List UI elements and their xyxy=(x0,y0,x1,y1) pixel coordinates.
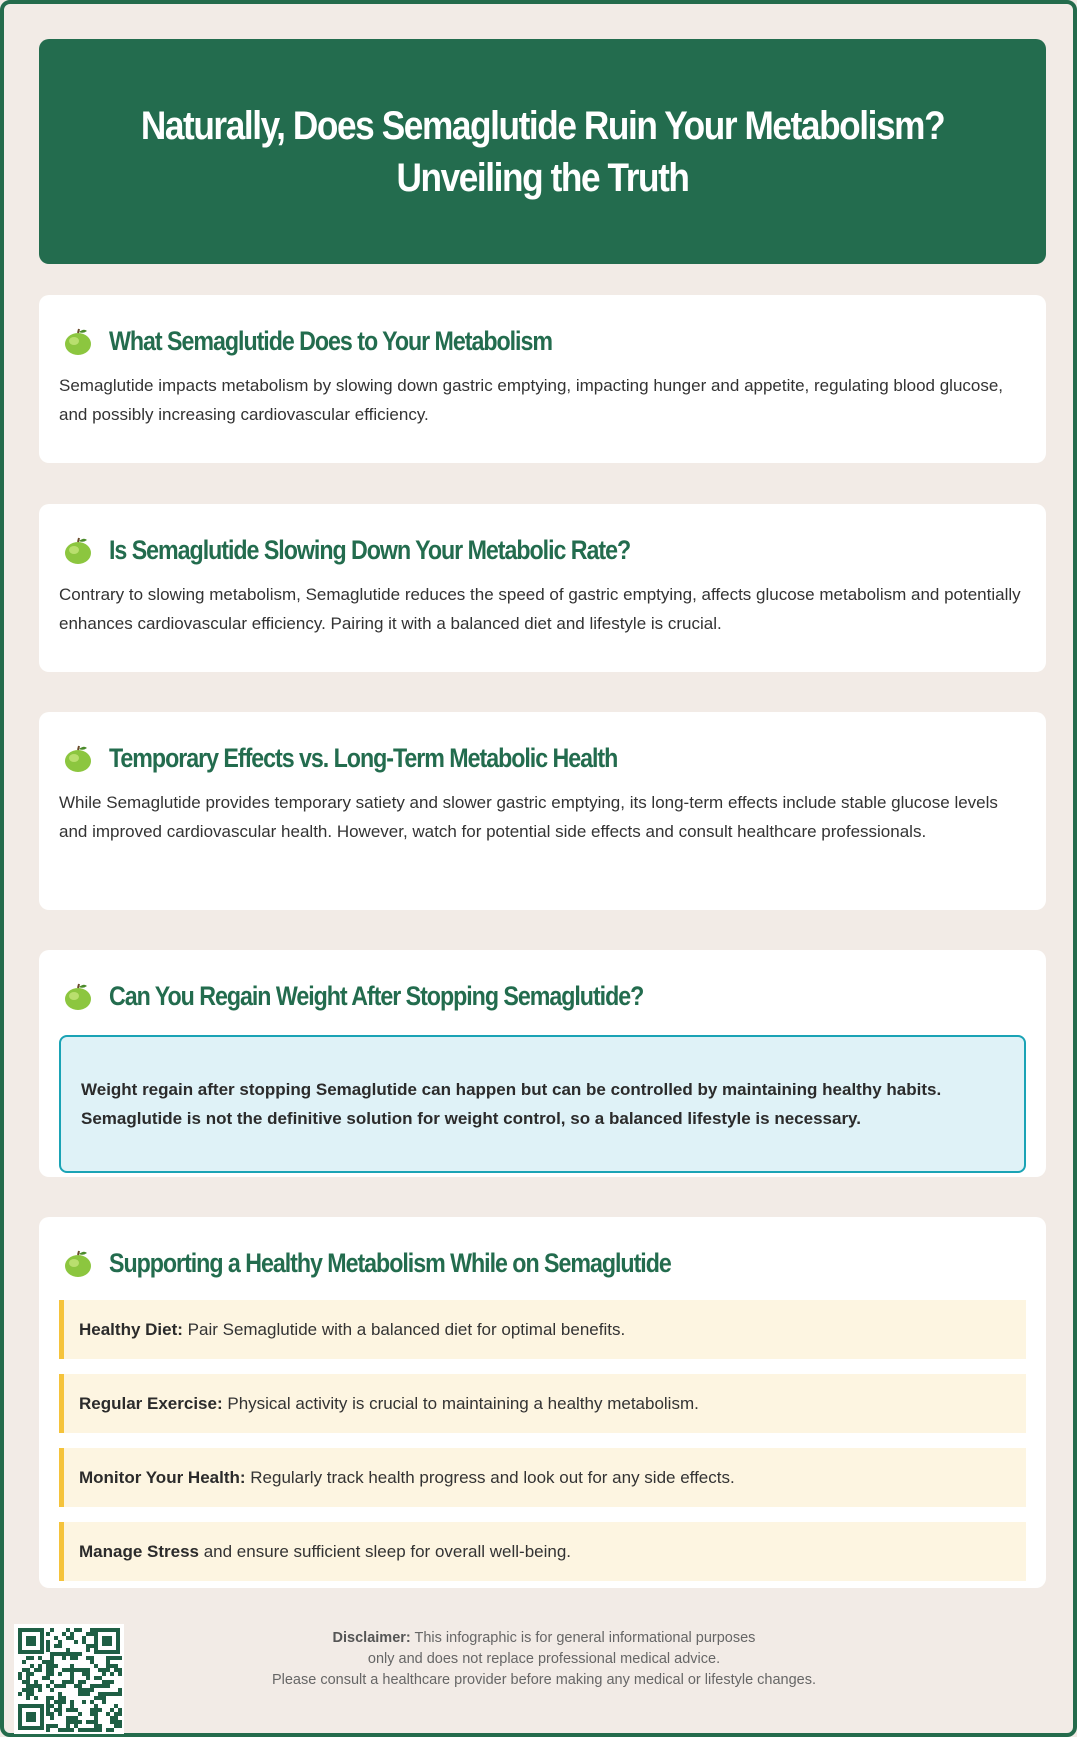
section-title: What Semaglutide Does to Your Metabolism xyxy=(109,325,552,356)
disclaimer-label: Disclaimer: xyxy=(332,1630,411,1646)
tip-text: Physical activity is crucial to maintaining a healthy metabolism. xyxy=(222,1393,699,1413)
section-body: While Semaglutide provides temporary satiety and slower gastric emptying, its long-term effects include stable glucose levels and improved cardiovascular health. However, watch for potential side effects and consult healthcare professionals. xyxy=(59,793,998,841)
disclaimer xyxy=(154,1628,934,1691)
tip-item xyxy=(59,1522,1026,1581)
page-title: Naturally, Does Semaglutide Ruin Your Metabolism? Unveiling the Truth xyxy=(140,103,945,200)
section-heading xyxy=(59,528,1026,572)
section-card xyxy=(39,712,1046,910)
tip-item xyxy=(59,1300,1026,1359)
qr-code-icon[interactable] xyxy=(14,1624,124,1734)
section-title: Can You Regain Weight After Stopping Semaglutide? xyxy=(109,980,644,1011)
tip-text: Pair Semaglutide with a balanced diet for optimal benefits. xyxy=(182,1319,626,1339)
section-heading xyxy=(59,974,1026,1018)
section-title: Supporting a Healthy Metabolism While on Semaglutide xyxy=(109,1247,671,1278)
green-apple-icon xyxy=(63,1248,93,1278)
section-heading xyxy=(59,736,1026,780)
green-apple-icon xyxy=(63,535,93,565)
tip-list xyxy=(59,1300,1026,1581)
tip-item xyxy=(59,1448,1026,1507)
tip-label: Manage Stress xyxy=(79,1541,199,1561)
tip-label: Regular Exercise: xyxy=(79,1393,223,1413)
page-header xyxy=(39,39,1046,264)
disclaimer-line: Please consult a healthcare provider before making any medical or lifestyle changes. xyxy=(271,1672,817,1688)
section-heading xyxy=(59,319,1026,363)
green-apple-icon xyxy=(63,743,93,773)
tip-label: Healthy Diet: xyxy=(79,1319,183,1339)
disclaimer-line: This infographic is for general informational purposes xyxy=(410,1630,756,1646)
highlight-box: Weight regain after stopping Semaglutide can happen but can be controlled by maintaining healthy habits. Semaglutide is not the definitive solution for weight control, so a balanced lifestyle is necessary. xyxy=(59,1035,1026,1173)
disclaimer-line: only and does not replace professional medical advice. xyxy=(367,1651,721,1667)
section-title: Temporary Effects vs. Long-Term Metabolic Health xyxy=(109,742,618,773)
green-apple-icon xyxy=(63,326,93,356)
section-card xyxy=(39,1217,1046,1588)
green-apple-icon xyxy=(63,981,93,1011)
tip-label: Monitor Your Health: xyxy=(79,1467,246,1487)
tip-text: Regularly track health progress and look out for any side effects. xyxy=(245,1467,735,1487)
section-card xyxy=(39,295,1046,463)
section-card xyxy=(39,504,1046,672)
section-card xyxy=(39,950,1046,1177)
section-body: Semaglutide impacts metabolism by slowing down gastric emptying, impacting hunger and appetite, regulating blood glucose, and possibly increasing cardiovascular efficiency. xyxy=(59,376,1004,424)
tip-item xyxy=(59,1374,1026,1433)
section-body: Contrary to slowing metabolism, Semaglutide reduces the speed of gastric emptying, affects glucose metabolism and potentially enhances cardiovascular efficiency. Pairing it with a balanced diet and lifestyle is crucial. xyxy=(59,585,1021,633)
section-heading xyxy=(59,1241,1026,1285)
section-title: Is Semaglutide Slowing Down Your Metabolic Rate? xyxy=(109,534,631,565)
tip-text: and ensure sufficient sleep for overall well-being. xyxy=(199,1541,572,1561)
